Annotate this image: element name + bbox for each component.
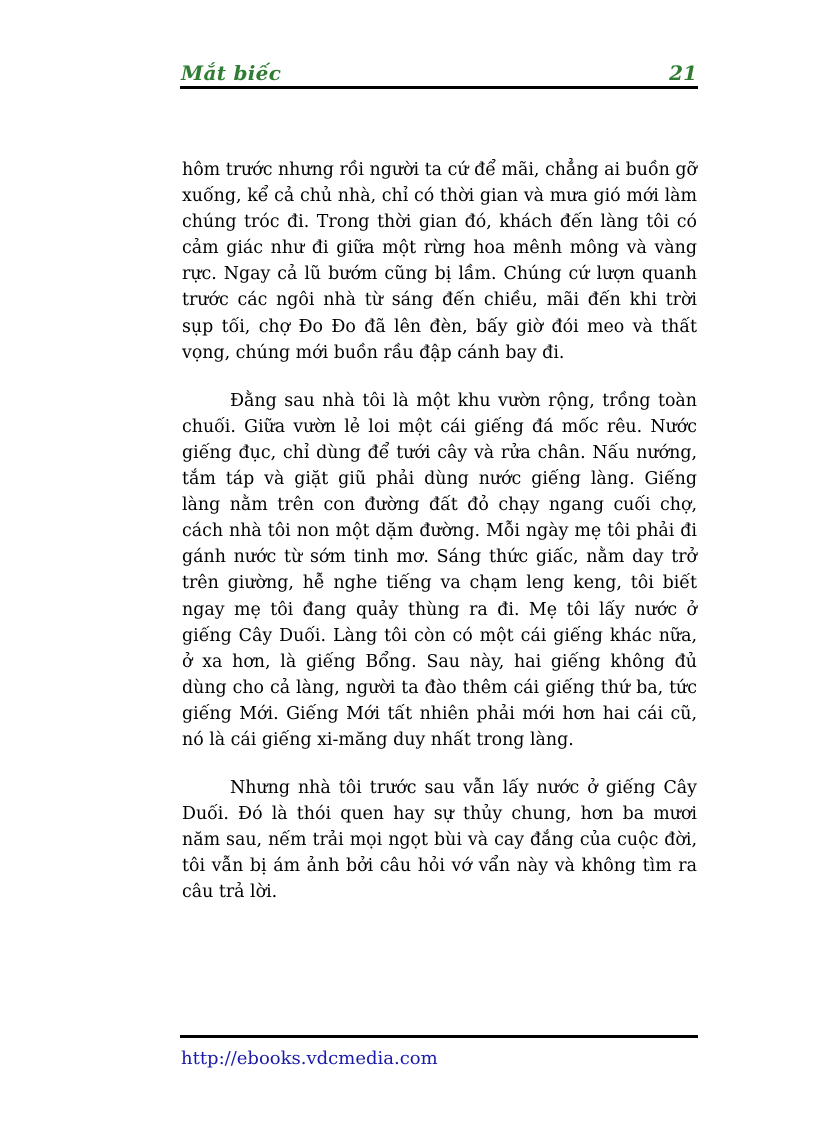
paragraph-1: hôm trước nhưng rồi người ta cứ để mãi, chẳng ai buồn gỡ xuống, kể cả chủ nhà, chỉ có thời gian và mưa gió mới làm chúng tróc đi. Trong thời gian đó, khách đến làng tôi có cảm giác như đi giữa một rừng hoa mênh mông và vàng rực. Ngay cả lũ bướm cũng bị lầm. Chúng cứ lượn quanh trước các ngôi nhà từ sáng đến chiều, mãi đến khi trời sụp tối, chợ Đo Đo đã lên đèn, bấy giờ đói meo và thất vọng, chúng mới buồn rầu đập cánh bay đi.	[182, 160, 697, 363]
page-number: 21	[669, 61, 697, 85]
paragraph-2: Đằng sau nhà tôi là một khu vườn rộng, trồng toàn chuối. Giữa vườn lẻ loi một cái giếng đá mốc rêu. Nước giếng đục, chỉ dùng để tưới cây và rửa chân. Nấu nướng, tắm táp và giặt giũ phải dùng nước giếng làng. Giếng làng nằm trên con đường đất đỏ chạy ngang cuối chợ, cách nhà tôi non một dặm đường. Mỗi ngày mẹ tôi phải đi gánh nước từ sớm tinh mơ. Sáng thức giấc, nằm day trở trên giường, hễ nghe tiếng va chạm leng keng, tôi biết ngay mẹ tôi đang quảy thùng ra đi. Mẹ tôi lấy nước ở giếng Cây Duối. Làng tôi còn có một cái giếng khác nữa, ở xa hơn, là giếng Bổng. Sau này, hai giếng không đủ dùng cho cả làng, người ta đào thêm cái giếng thứ ba, tức giếng Mới. Giếng Mới tất nhiên phải mới hơn hai cái cũ, nó là cái giếng xi-măng duy nhất trong làng.	[182, 390, 697, 750]
book-title: Mắt biếc	[181, 61, 282, 85]
footer-link[interactable]: http://ebooks.vdcmedia.com	[181, 1048, 438, 1069]
page-header	[181, 56, 697, 86]
page-body	[182, 157, 697, 906]
paragraph-3: Nhưng nhà tôi trước sau vẫn lấy nước ở giếng Cây Duối. Đó là thói quen hay sự thủy chung, hơn ba mươi năm sau, nếm trải mọi ngọt bùi và cay đắng của cuộc đời, tôi vẫn bị ám ảnh bởi câu hỏi vớ vẩn này và không tìm ra câu trả lời.	[182, 778, 697, 903]
header-divider	[180, 86, 698, 89]
footer-divider	[180, 1035, 698, 1038]
